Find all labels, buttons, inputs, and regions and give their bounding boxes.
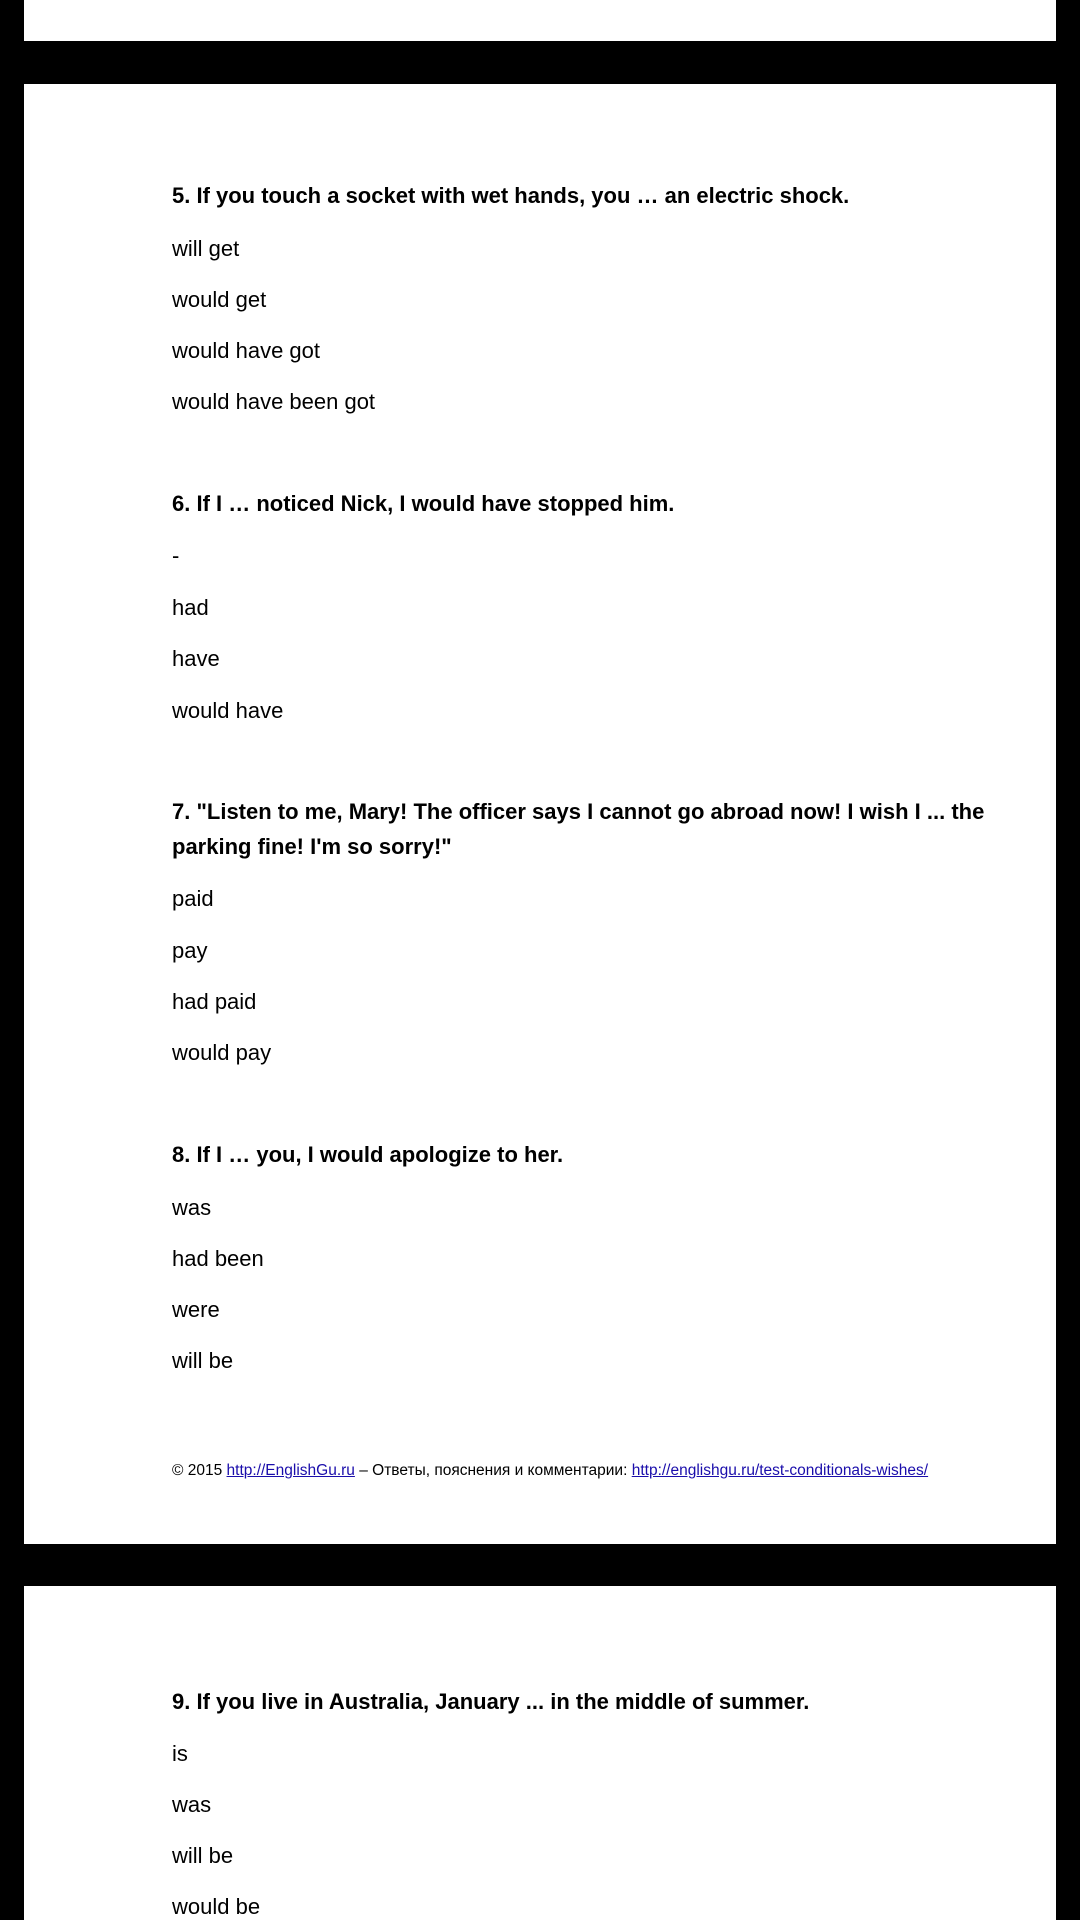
question-7-option-1[interactable]: paid xyxy=(172,886,214,911)
question-7-option-3[interactable]: had paid xyxy=(172,989,257,1014)
document-page xyxy=(24,84,1056,1544)
question-5-option-2[interactable]: would get xyxy=(172,287,267,312)
question-6-option-3[interactable]: have xyxy=(172,646,220,671)
page-footer xyxy=(172,1460,928,1482)
copyright-text: © 2015 xyxy=(172,1462,223,1479)
question-8-option-1[interactable]: was xyxy=(172,1195,212,1220)
next-page xyxy=(24,1586,1056,1920)
question-5-option-4[interactable]: would have been got xyxy=(172,389,376,414)
question-6-option-4[interactable]: would have xyxy=(172,698,284,723)
footer-middle-text: – Ответы, пояснения и комментарии: xyxy=(359,1462,628,1479)
question-9-option-1[interactable]: is xyxy=(172,1741,188,1766)
question-7: 7. "Listen to me, Mary! The officer says I cannot go abroad now! I wish I ... the parking fine! I'm so sorry!" xyxy=(172,799,985,859)
question-7-option-4[interactable]: would pay xyxy=(172,1040,272,1065)
question-5-option-3[interactable]: would have got xyxy=(172,338,320,363)
question-9-option-3[interactable]: will be xyxy=(172,1843,234,1868)
site-link[interactable]: http://EnglishGu.ru xyxy=(226,1462,355,1479)
question-7-option-2[interactable]: pay xyxy=(172,938,208,963)
question-8-option-2[interactable]: had been xyxy=(172,1246,264,1271)
question-9-option-4[interactable]: would be xyxy=(172,1894,261,1919)
question-9-option-2[interactable]: was xyxy=(172,1792,212,1817)
question-6-option-1[interactable]: - xyxy=(172,543,180,568)
question-5-option-1[interactable]: will get xyxy=(172,236,240,261)
question-9: 9. If you live in Australia, January ... in the middle of summer. xyxy=(172,1689,810,1714)
question-8-option-4[interactable]: will be xyxy=(172,1348,234,1373)
question-5: 5. If you touch a socket with wet hands, you … an electric shock. xyxy=(172,183,850,208)
answers-link[interactable]: http://englishgu.ru/test-conditionals-wishes/ xyxy=(631,1462,929,1479)
question-6: 6. If I … noticed Nick, I would have stopped him. xyxy=(172,491,675,516)
previous-page-fragment xyxy=(24,0,1056,41)
question-6-option-2[interactable]: had xyxy=(172,595,209,620)
question-8-option-3[interactable]: were xyxy=(172,1297,220,1322)
question-8: 8. If I … you, I would apologize to her. xyxy=(172,1142,564,1167)
